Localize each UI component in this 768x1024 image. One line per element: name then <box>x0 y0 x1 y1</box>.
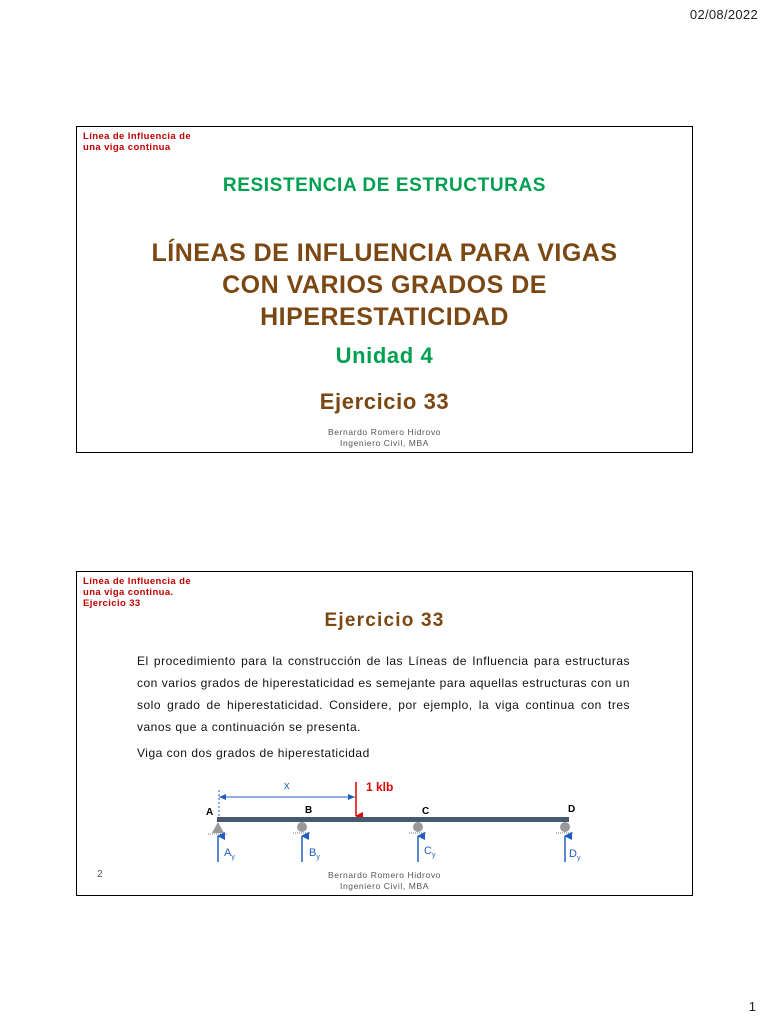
x-label: x <box>284 780 290 792</box>
reaction-label-b: $B_y$ <box>309 847 320 861</box>
title-line: HIPERESTATICIDAD <box>260 303 509 331</box>
title-line: CON VARIOS GRADOS DE <box>222 271 547 299</box>
slide-1-corner-label <box>83 131 191 153</box>
corner-line: Ejercicio 33 <box>83 598 141 609</box>
slide-1 <box>76 126 693 453</box>
reaction-label-a: $A_y$ <box>224 847 235 861</box>
continuous-beam-diagram <box>77 770 692 870</box>
load-label: 1 klb <box>366 780 394 794</box>
author-name: Bernardo Romero Hidrovo <box>327 870 441 880</box>
slide-2-author <box>77 870 692 892</box>
diagram-caption: Viga con dos grados de hiperestaticidad <box>137 746 370 760</box>
author-title: Ingeniero Civil, MBA <box>339 881 429 891</box>
roller-support-d <box>556 822 574 833</box>
reaction-label-c: $C_y$ <box>424 845 436 859</box>
slide-number: 2 <box>97 869 103 880</box>
support-label-a: A <box>206 807 214 818</box>
beam <box>217 817 569 822</box>
slide-2-body-text: El procedimiento para la construcción de las Líneas de Influencia para estructuras con varios grados de hiperestaticidad es semejante para aquellas estructuras con un solo grado de hiperestaticidad. Considere, por ejemplo, la viga continua con tres vanos que a continuación se presenta. <box>137 654 630 734</box>
support-label-c: C <box>422 806 430 817</box>
author-name: Bernardo Romero Hidrovo <box>327 427 441 437</box>
page-number: 1 <box>748 999 756 1014</box>
roller-support-b <box>293 822 311 833</box>
slide-2-title: Ejercicio 33 <box>324 610 445 631</box>
slide-1-title <box>77 237 692 333</box>
slide-2-corner-label <box>83 576 191 609</box>
slide-2 <box>76 571 693 896</box>
corner-line: una viga continua. <box>83 587 174 598</box>
unit-label: Unidad 4 <box>335 343 434 368</box>
corner-line: Línea de Influencia de <box>83 131 192 142</box>
author-title: Ingeniero Civil, MBA <box>339 438 429 448</box>
exercise-label: Ejercicio 33 <box>319 389 450 414</box>
reaction-label-d: $D_y$ <box>569 848 581 862</box>
support-label-d: D <box>568 804 576 815</box>
title-line: LÍNEAS DE INFLUENCIA PARA VIGAS <box>151 239 618 267</box>
page-date: 02/08/2022 <box>689 7 758 22</box>
slide-1-author <box>77 427 692 449</box>
corner-line: una viga continua <box>83 142 171 153</box>
roller-support-c <box>409 822 427 833</box>
corner-line: Línea de Influencia de <box>83 576 192 587</box>
x-dimension-arrow-left <box>219 794 226 800</box>
support-label-b: B <box>305 805 313 816</box>
x-dimension-arrow-right <box>348 794 355 800</box>
pin-support-a <box>208 822 228 834</box>
course-subtitle: RESISTENCIA DE ESTRUCTURAS <box>222 175 547 196</box>
